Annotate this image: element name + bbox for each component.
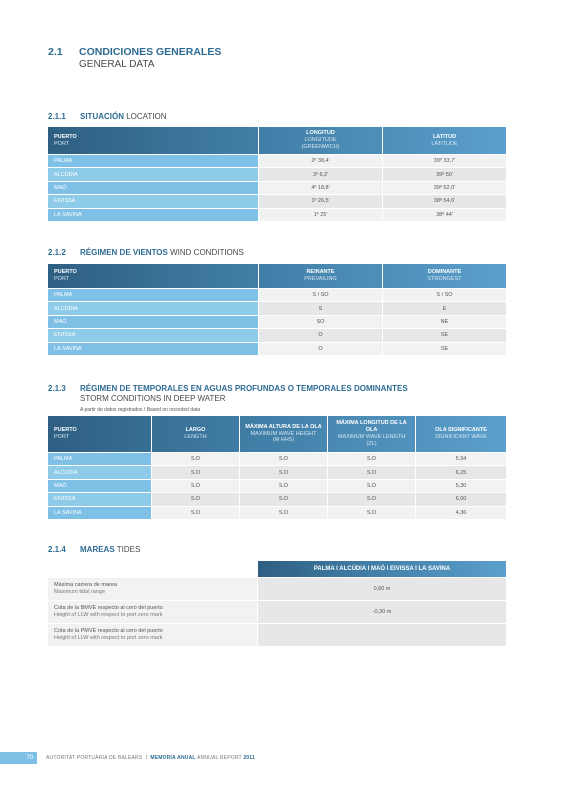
row-label: Máxima carrera de marea Maximum tidal range (48, 578, 257, 600)
table-row (48, 578, 506, 601)
table-row: ALCÚDIA 3º 6,2' 39º 50' (48, 167, 506, 180)
col-port: PUERTO PORT (54, 133, 77, 147)
location-title: SITUACIÓN LOCATION (80, 112, 167, 121)
tides-number: 2.1.4 (48, 545, 66, 554)
col-prevailing: REINANTE PREVAILING (258, 264, 382, 288)
col-length: LARGO LENGTH (151, 416, 239, 452)
row-label: Cota de la BMVE respecto al cero del puerto Height of LLW with respect to port zero mark (48, 601, 257, 623)
col-latitude: LATITUD LATITUDE (382, 127, 506, 154)
table-row: EIVISSA S.D S.D S.D 6,00 (48, 492, 506, 505)
storms-table (48, 416, 506, 519)
storms-number: 2.1.3 (48, 384, 66, 393)
table-row: EIVISSA 1º 26,5' 38º 54,6' (48, 194, 506, 207)
table-row: PALMA S.D S.D S.D 5,94 (48, 452, 506, 465)
tides-header: PALMA I ALCÚDIA I MAÓ I EIVISSA I LA SAVINA (258, 561, 506, 577)
table-row (48, 624, 506, 647)
col-port: PUERTO PORT (54, 427, 77, 440)
table-row: MAÓ SO NE (48, 315, 506, 328)
table-row: PALMA 2º 38,4' 39º 33,7' (48, 154, 506, 167)
table-row: EIVISSA O SE (48, 328, 506, 341)
winds-number: 2.1.2 (48, 248, 66, 257)
footer-text: AUTORITAT PORTUÀRIA DE BALEARS I MEMORIA ANUAL ANNUAL REPORT 2011 (46, 755, 255, 761)
col-strongest: DOMINANTE STRONGEST (382, 264, 506, 288)
col-port: PUERTO PORT (54, 269, 77, 282)
location-number: 2.1.1 (48, 112, 66, 121)
row-label: Cota de la PMVE respecto al cero del puerto Height of LLW with respect to port zero mark (48, 624, 257, 646)
table-row: LA SAVINA S.D S.D S.D 4,36 (48, 506, 506, 519)
col-max-length: MÁXIMA LONGITUD DE LA OLA MAXIMUM WAVE LENGTH (ZL) (327, 416, 415, 452)
winds-table (48, 264, 506, 355)
storms-title: RÉGIMEN DE TEMPORALES EN AGUAS PROFUNDAS O TEMPORALES DOMINANTES (80, 384, 408, 393)
row-value (258, 624, 506, 646)
table-row: LA SAVINA O SE (48, 342, 506, 355)
section-title: CONDICIONES GENERALES (79, 46, 222, 58)
storms-title-en: STORM CONDITIONS IN DEEP WATER (80, 394, 226, 403)
page-footer (0, 752, 565, 764)
section-number: 2.1 (48, 46, 63, 58)
tides-table (48, 578, 506, 647)
page-number: 70 (0, 752, 37, 764)
table-row: MAÓ 4º 18,8' 39º 52,0' (48, 181, 506, 194)
section-subtitle: GENERAL DATA (79, 59, 155, 70)
row-value: -0,30 m (258, 601, 506, 623)
table-row: LA SAVINA 1º 25' 38º 44' (48, 208, 506, 221)
table-row: ALCÚDIA S.D S.D S.D 6,25 (48, 465, 506, 478)
location-table (48, 127, 506, 221)
col-significant: OLA SIGNIFICANTE SIGNIFICANT WAVE (415, 416, 506, 452)
col-longitude: LONGITUD LONGITUDE (GREENWICH) (258, 127, 382, 154)
row-value: 0,80 m (258, 578, 506, 600)
winds-title: RÉGIMEN DE VIENTOS WIND CONDITIONS (80, 248, 244, 257)
storms-note: A partir de datos registrados / Based on recorded data (80, 407, 201, 413)
table-row (48, 601, 506, 624)
table-row: ALCÚDIA S E (48, 301, 506, 314)
table-row: MAÓ S.D S.D S.D 5,30 (48, 479, 506, 492)
col-max-height: MÁXIMA ALTURA DE LA OLA MAXIMUM WAVE HEIGHT (M HHS) (239, 416, 327, 452)
tides-title: MAREAS TIDES (80, 545, 141, 554)
table-row: PALMA S / SO S / SO (48, 288, 506, 301)
